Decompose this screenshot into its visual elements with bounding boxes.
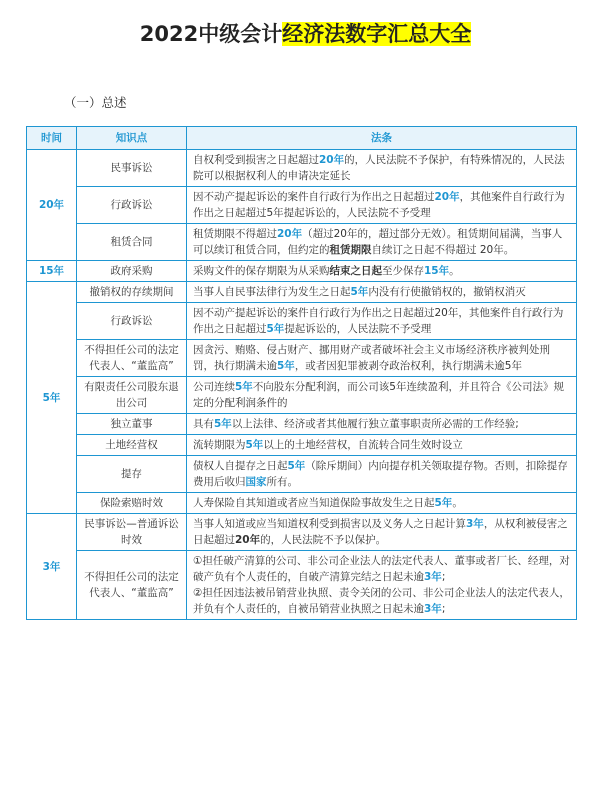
knowledge-point-cell: 行政诉讼 xyxy=(77,187,187,224)
bold-text: 20年 xyxy=(235,534,261,546)
law-text: 因不动产提起诉讼的案件自行政行为作出之日起超过20年，其他案件自行政行为作出之日起超过 xyxy=(193,307,564,335)
table-header-row xyxy=(27,127,577,150)
title-highlight: 经济法数字汇总大全 xyxy=(282,22,472,46)
summary-table xyxy=(26,126,577,620)
law-cell xyxy=(187,187,577,224)
knowledge-point-cell: 租赁合同 xyxy=(77,224,187,261)
law-cell xyxy=(187,150,577,187)
title-plain: 2022中级会计 xyxy=(139,22,283,46)
highlight-number: 5年 xyxy=(245,439,264,451)
knowledge-point-cell: 行政诉讼 xyxy=(77,303,187,340)
law-cell xyxy=(187,435,577,456)
bold-text: 租赁期限 xyxy=(329,244,372,256)
law-text: （除斥期间）内向提存机关领取提存物。否则，扣除提存费用后收归 xyxy=(193,460,568,488)
law-text: ，或者因犯罪被剥夺政治权利，执行期满未逾5年 xyxy=(294,360,522,372)
law-text: 内没有行使撤销权的，撤销权消灭 xyxy=(368,286,526,298)
knowledge-point-cell: 有限责任公司股东退出公司 xyxy=(77,377,187,414)
law-text: 当事人自民事法律行为发生之日起 xyxy=(193,286,351,298)
highlight-number: 3年 xyxy=(466,518,484,530)
knowledge-point-cell: 民事诉讼—普通诉讼时效 xyxy=(77,514,187,551)
table-row xyxy=(27,187,577,224)
law-text: 债权人自提存之日起 xyxy=(193,460,288,472)
knowledge-point-cell: 保险索赔时效 xyxy=(77,493,187,514)
table-row xyxy=(27,456,577,493)
highlight-number: 5年 xyxy=(235,381,253,393)
table-body xyxy=(27,150,577,620)
law-cell xyxy=(187,414,577,435)
table-row xyxy=(27,514,577,551)
time-cell: 3年 xyxy=(27,514,77,620)
highlight-number: 5年 xyxy=(277,360,295,372)
law-text: ，从权利被侵害之日起超过 xyxy=(193,518,568,546)
table-row xyxy=(27,435,577,456)
table-row xyxy=(27,377,577,414)
table-row xyxy=(27,282,577,303)
knowledge-point-cell: 政府采购 xyxy=(77,261,187,282)
knowledge-point-cell: 不得担任公司的法定代表人、“董监高” xyxy=(77,340,187,377)
law-text: 自权利受到损害之日起超过 xyxy=(193,154,319,166)
law-text: 的，人民法院不予以保护。 xyxy=(260,534,387,546)
law-text: 因贪污、贿赂、侵占财产、挪用财产或者破坏社会主义市场经济秩序被判处刑罚，执行期满未逾 xyxy=(193,344,550,372)
law-cell xyxy=(187,224,577,261)
knowledge-point-cell: 土地经营权 xyxy=(77,435,187,456)
law-text: （超过20年的，超过部分无效）。租赁期间届满，当事人可以续订租赁合同，但约定的 xyxy=(193,228,563,256)
law-text: 至少保存 xyxy=(382,265,424,277)
law-text: 因不动产提起诉讼的案件自行政行为作出之日起超过 xyxy=(193,191,435,203)
table-row xyxy=(27,261,577,282)
knowledge-point-cell: 撤销权的存续期间 xyxy=(77,282,187,303)
law-text: 采购文件的保存期限为从采购 xyxy=(193,265,330,277)
section-heading: （一）总述 xyxy=(64,95,127,110)
law-text: 当事人知道或应当知道权利受到损害以及义务人之日起计算 xyxy=(193,518,466,530)
law-text: 以上法律、经济或者其他履行独立董事职责所必需的工作经验; xyxy=(231,418,519,430)
highlight-number: 3年 xyxy=(424,571,442,583)
law-cell xyxy=(187,282,577,303)
law-text: ; xyxy=(441,571,446,583)
header-knowledge-point: 知识点 xyxy=(77,127,187,150)
time-cell: 20年 xyxy=(27,150,77,261)
knowledge-point-cell: 不得担任公司的法定代表人、“董监高” xyxy=(77,551,187,620)
law-text: 公司连续 xyxy=(193,381,235,393)
law-text: 所有。 xyxy=(266,476,298,488)
knowledge-point-cell: 民事诉讼 xyxy=(77,150,187,187)
table-row xyxy=(27,493,577,514)
law-cell xyxy=(187,377,577,414)
law-text: 提起诉讼的，人民法院不予受理 xyxy=(284,323,432,335)
law-cell xyxy=(187,514,577,551)
law-text: ，其他案件自行政行为作出之日起超过5年提起诉讼的，人民法院不予受理 xyxy=(193,191,565,219)
highlight-number: 20年 xyxy=(319,154,345,166)
highlight-number: 5年 xyxy=(434,497,453,509)
header-time: 时间 xyxy=(27,127,77,150)
law-text: 以上的土地经营权，自流转合同生效时设立 xyxy=(263,439,463,451)
highlight-number: 20年 xyxy=(434,191,460,203)
page-title xyxy=(0,18,611,48)
highlight-number: 5年 xyxy=(350,286,369,298)
law-cell xyxy=(187,340,577,377)
law-text: 人寿保险自其知道或者应当知道保险事故发生之日起 xyxy=(193,497,435,509)
highlight-number: 5年 xyxy=(266,323,285,335)
table-row xyxy=(27,303,577,340)
law-cell xyxy=(187,303,577,340)
table-row xyxy=(27,551,577,620)
table-row xyxy=(27,224,577,261)
law-text: 流转期限为 xyxy=(193,439,246,451)
law-text: ②担任因违法被吊销营业执照、责令关闭的公司、非公司企业法人的法定代表人，并负有个人责任的，自被吊销营业执照之日起未逾 xyxy=(193,587,570,615)
law-cell xyxy=(187,551,577,620)
law-text: ①担任破产清算的公司、非公司企业法人的法定代表人、董事或者厂长、经理，对破产负有个人责任的，自破产清算完结之日起未逾 xyxy=(193,555,570,583)
law-text: 租赁期限不得超过 xyxy=(193,228,277,240)
law-text: 。 xyxy=(452,497,463,509)
highlight-number: 15年 xyxy=(424,265,450,277)
highlight-number: 3年 xyxy=(424,603,442,615)
law-cell xyxy=(187,456,577,493)
table-row xyxy=(27,150,577,187)
law-text: 的，人民法院不予保护，有特殊情况的，人民法院可以根据权利人的申请决定延长 xyxy=(193,154,565,182)
highlight-number: 5年 xyxy=(214,418,232,430)
table-row xyxy=(27,414,577,435)
table-row xyxy=(27,340,577,377)
time-cell: 5年 xyxy=(27,282,77,514)
law-text: ; xyxy=(441,603,446,615)
knowledge-point-cell: 提存 xyxy=(77,456,187,493)
knowledge-point-cell: 独立董事 xyxy=(77,414,187,435)
law-text: 具有 xyxy=(193,418,214,430)
law-text: 自续订之日起不得超过 20年。 xyxy=(371,244,515,256)
bold-text: 结束之日起 xyxy=(329,265,382,277)
highlight-number: 5年 xyxy=(287,460,306,472)
law-text: 不向股东分配利润，而公司该5年连续盈利，并且符合《公司法》规定的分配利润条件的 xyxy=(193,381,564,409)
law-text: 。 xyxy=(449,265,460,277)
header-law: 法条 xyxy=(187,127,577,150)
law-cell xyxy=(187,261,577,282)
time-cell: 15年 xyxy=(27,261,77,282)
law-cell xyxy=(187,493,577,514)
highlight-number: 国家 xyxy=(245,476,267,488)
highlight-number: 20年 xyxy=(277,228,303,240)
